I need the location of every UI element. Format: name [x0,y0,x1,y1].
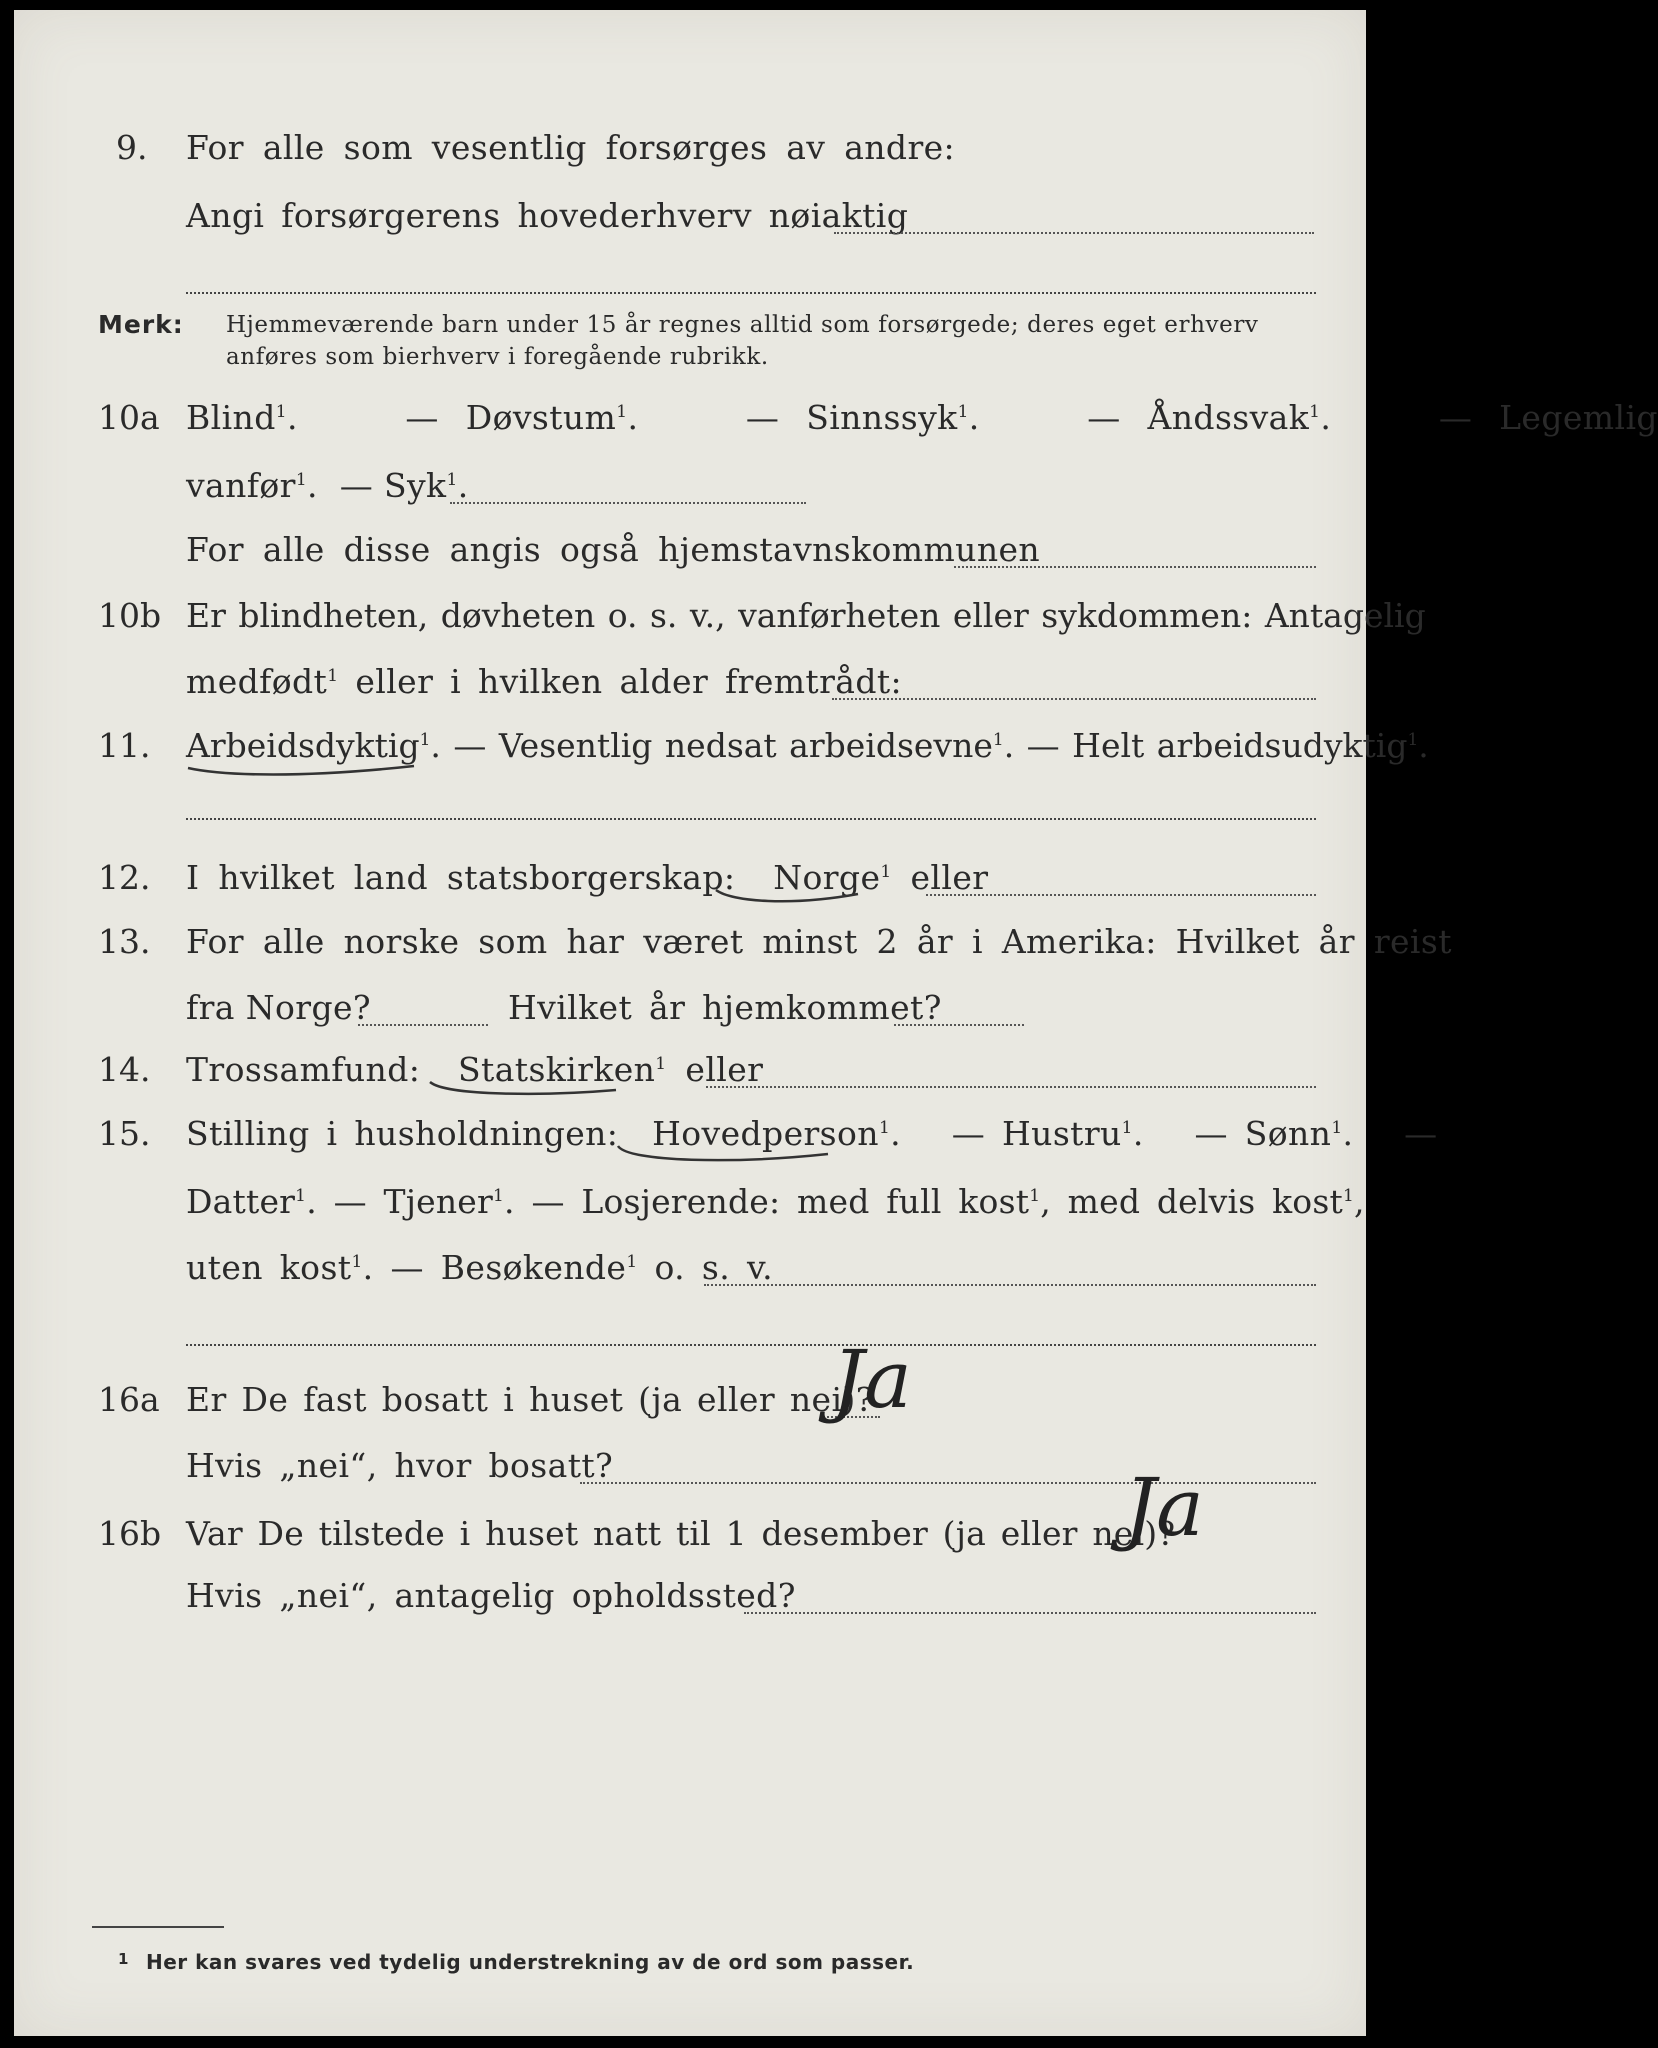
q10a-opt-vanfor: vanfør [186,466,296,505]
q9-extra-line [186,292,1316,294]
q16a-handwritten-answer: Ja [832,1333,912,1426]
q15-number: 15. [98,1114,151,1153]
q15-line1: Stilling i husholdningen: Hovedperson$^1$. — Hustru$^1$. — Sønn$^1$. — [186,1114,1438,1153]
q13-line2b: Hvilket år hjemkommet? [508,988,942,1027]
q15-opt-hustru: — Hustru [951,1114,1122,1153]
q15-sup-1: 1 [878,1118,891,1138]
census-form-page [14,10,1658,2036]
q10a-number: 10a [98,398,160,437]
merk-label: Merk: [98,310,184,339]
q10b-alder: eller i hvilken alder fremtrådt: [355,662,903,701]
q15-opt-datter: Datter [186,1182,296,1221]
q10a-opt-andssvak: — Åndssvak [1087,398,1310,437]
q12-number: 12. [98,858,151,897]
q10a-opt-blind: Blind [186,398,276,437]
q15-sup-6: 1 [1029,1186,1041,1206]
q10a-sup-5: 1 [295,470,308,490]
q10b-sup: 1 [327,666,339,686]
q14-tail: eller [685,1050,764,1089]
q10a-opt-sinnssyk: — Sinnssyk [745,398,958,437]
q10a-sup-2: 1 [616,402,628,422]
q11-sup-3: 1 [1407,730,1419,750]
q14-underline-mark [426,1074,626,1104]
q9-line1: For alle som vesentlig forsørges av andre: [186,128,956,167]
q15-opt-delvis: , med delvis kost [1040,1182,1343,1221]
q16a-number: 16a [98,1380,160,1419]
q15-opt-besokende: — Besøkende [390,1248,627,1287]
q15-extra-line [186,1344,1316,1346]
q12-opt-norge: Norge [773,858,881,897]
q10b-number: 10b [98,596,162,635]
q10a-opt-legemlig: — Legemlig [1438,398,1658,437]
q15-sup-2: 1 [1121,1118,1133,1138]
q12-answer-line [926,894,1316,896]
q14-sup: 1 [655,1054,667,1074]
q10a-line3: For alle disse angis også hjemstavnskommunen [186,530,1041,569]
q11-line: Arbeidsdyktig$^1$. — Vesentlig nedsat arbeidsevne$^1$. — Helt arbeidsudyktig$^1$. [186,726,1429,765]
q11-underline-mark [184,752,424,782]
q14-number: 14. [98,1050,151,1089]
q12-tail: eller [910,858,989,897]
merk-line1: Hjemmeværende barn under 15 år regnes alltid som forsørgede; deres eget erhverv [226,312,1259,338]
q10b-medfodt: medfødt [186,662,328,701]
q15-sup-7: 1 [1342,1186,1354,1206]
q12-sup: 1 [880,862,892,882]
q10a-line1: Blind$^1$. — Døvstum$^1$. — Sinnssyk$^1$. — Åndssvak$^1$. — Legemlig [186,398,1658,437]
q12-text: I hvilket land statsborgerskap: [186,858,736,897]
q15-opt-tjener: — Tjener [333,1182,494,1221]
q15-line3: uten kost$^1$. — Besøkende$^1$ o. s. v. [186,1248,774,1287]
q15-sup-4: 1 [295,1186,307,1206]
q16b-line2: Hvis „nei“, antagelig opholdssted? [186,1576,796,1615]
q9-number: 9. [116,128,148,167]
q10a-opt-syk: — Syk [339,466,447,505]
q12-underline-mark [712,882,862,912]
q9-line2: Angi forsørgerens hovederhverv nøiaktig [186,196,909,235]
footnote-mark: 1 [118,1950,129,1968]
q10a-sup-3: 1 [957,402,969,422]
q10a-opt-dovstum: — Døvstum [405,398,617,437]
q16b-opholdssted-line [744,1612,1316,1614]
q11-extra-line [186,818,1316,820]
q10a-line2: vanfør$^1$. — Syk$^1$. [186,466,469,505]
q10a-sup-1: 1 [275,402,287,422]
q13-line1: For alle norske som har været minst 2 år i Amerika: Hvilket år reist [186,922,1452,961]
footnote-rule [92,1926,224,1928]
merk-line2: anføres som bierhverv i foregående rubrikk. [226,344,769,370]
q14-answer-line [706,1086,1316,1088]
q15-answer-line [704,1284,1316,1286]
q15-sup-8: 1 [351,1252,363,1272]
q16b-number: 16b [98,1514,162,1553]
q16a-bosatt-line [580,1482,1316,1484]
q11-sup-1: 1 [419,730,431,750]
q15-comma: , [1353,1182,1365,1221]
q13-hjemkommet-line [894,1024,1024,1026]
q15-opt-sonn: — Sønn [1194,1114,1332,1153]
q11-number: 11. [98,726,151,765]
q10a-sup-4: 1 [1309,402,1321,422]
q15-opt-losjerende: — Losjerende: med full kost [531,1182,1030,1221]
q15-osv: o. s. v. [654,1248,774,1287]
q10b-line2 [186,662,902,701]
q15-line2: Datter$^1$. — Tjener$^1$. — Losjerende: med full kost$^1$, med delvis kost$^1$, [186,1182,1365,1221]
q10b-line1: Er blindheten, døvheten o. s. v., vanførheten eller sykdommen: Antagelig [186,596,1426,635]
footnote-text: Her kan svares ved tydelig understrekning av de ord som passer. [146,1950,915,1974]
q9-answer-line [834,232,1314,234]
q10a-syk-answer-line [450,502,806,504]
q13-reist-line [358,1024,488,1026]
q15-opt-uten-kost: uten kost [186,1248,352,1287]
q16a-line2: Hvis „nei“, hvor bosatt? [186,1446,614,1485]
q11-opt-nedsat: — Vesentlig nedsat arbeidsevne [453,726,993,765]
q15-opt-hovedperson: Hovedperson [652,1114,879,1153]
q15-sup-3: 1 [1331,1118,1343,1138]
q16a-line1: Er De fast bosatt i huset (ja eller nei)? [186,1380,874,1419]
q11-opt-udyktig: — Helt arbeidsudyktig [1026,726,1408,765]
q11-opt-arbeidsdyktig: Arbeidsdyktig [186,726,420,765]
q10a-sup-6: 1 [446,470,458,490]
q10a-hjemstavn-line [954,566,1316,568]
q14-text: Trossamfund: [186,1050,421,1089]
q13-line2a: fra Norge? [186,988,372,1027]
q10b-answer-line [832,698,1316,700]
q15-sup-9: 1 [626,1252,638,1272]
q15-underline-mark [614,1140,834,1170]
q13-number: 13. [98,922,151,961]
q15-text: Stilling i husholdningen: [186,1114,619,1153]
q16b-line1: Var De tilstede i huset natt til 1 desember (ja eller nei)? [186,1514,1176,1553]
q11-sup-2: 1 [992,730,1004,750]
q15-sup-5: 1 [493,1186,505,1206]
q14-opt-statskirken: Statskirken [458,1050,656,1089]
q15-dash: — [1404,1114,1438,1153]
q12-line [186,858,988,897]
q16b-handwritten-answer: Ja [1124,1461,1204,1554]
